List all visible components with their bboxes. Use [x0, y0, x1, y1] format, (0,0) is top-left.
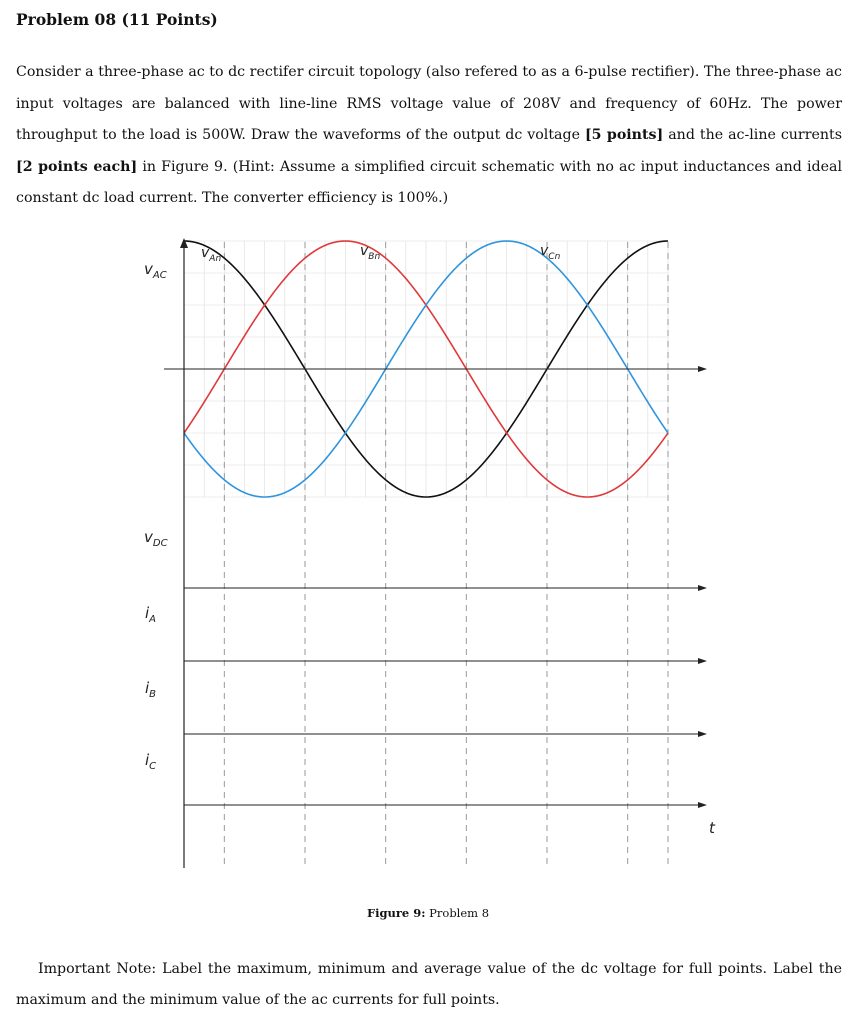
statement-points-ac: [2 points each] [16, 158, 138, 175]
van-label: $v_{An}$ [201, 245, 222, 264]
vcn-label: $v_{Cn}$ [540, 243, 561, 262]
statement-part-1: Consider a three-phase ac to dc rectifer circuit topology (also refered to as a 6-pulse rectifier). The three-phase ac input voltages are balanced with line-line RMS voltage value of 208V and frequency of 60Hz. The power throughput to the load is 500W. Draw the waveforms of the output dc voltage [16, 64, 842, 143]
ia-label: $i_A$ [145, 604, 157, 625]
figure-caption [0, 906, 856, 920]
caption-label: Figure 9: [366, 906, 426, 920]
statement-points-dc: [5 points] [584, 127, 664, 143]
vac-axis-arrow [698, 366, 707, 372]
statement-part-3: in Figure 9. (Hint: Assume a simplified circuit schematic with no ac input inductances and ideal constant dc load current. The converter efficiency is 100%.) [16, 158, 842, 206]
ib-axis-arrow [698, 731, 707, 737]
ic-label: $i_C$ [145, 751, 157, 772]
problem-title: Problem 08 (11 Points) [16, 10, 218, 29]
waveform-plot [0, 228, 856, 888]
ib-label: $i_B$ [145, 679, 157, 700]
vertical-axis-arrow [180, 238, 188, 248]
important-note: Important Note: Label the maximum, minimum and average value of the dc voltage for full points. Label the maximum and the minimum value of the ac currents for full points. [16, 961, 842, 1008]
vdc-label: $v_{DC}$ [144, 528, 168, 549]
statement-part-2: and the ac-line currents [663, 127, 842, 143]
vbn-label: $v_{Bn}$ [360, 243, 381, 262]
axis-labels [144, 260, 716, 837]
ia-axis-arrow [698, 658, 707, 664]
ic-axis-arrow [698, 802, 707, 808]
t-label: t [709, 819, 715, 837]
axes [164, 238, 707, 868]
vac-label: $v_{AC}$ [144, 260, 167, 281]
vdc-axis-arrow [698, 585, 707, 591]
problem-statement [16, 57, 842, 215]
figure-9 [0, 228, 856, 888]
caption-text: Problem 8 [425, 906, 490, 920]
